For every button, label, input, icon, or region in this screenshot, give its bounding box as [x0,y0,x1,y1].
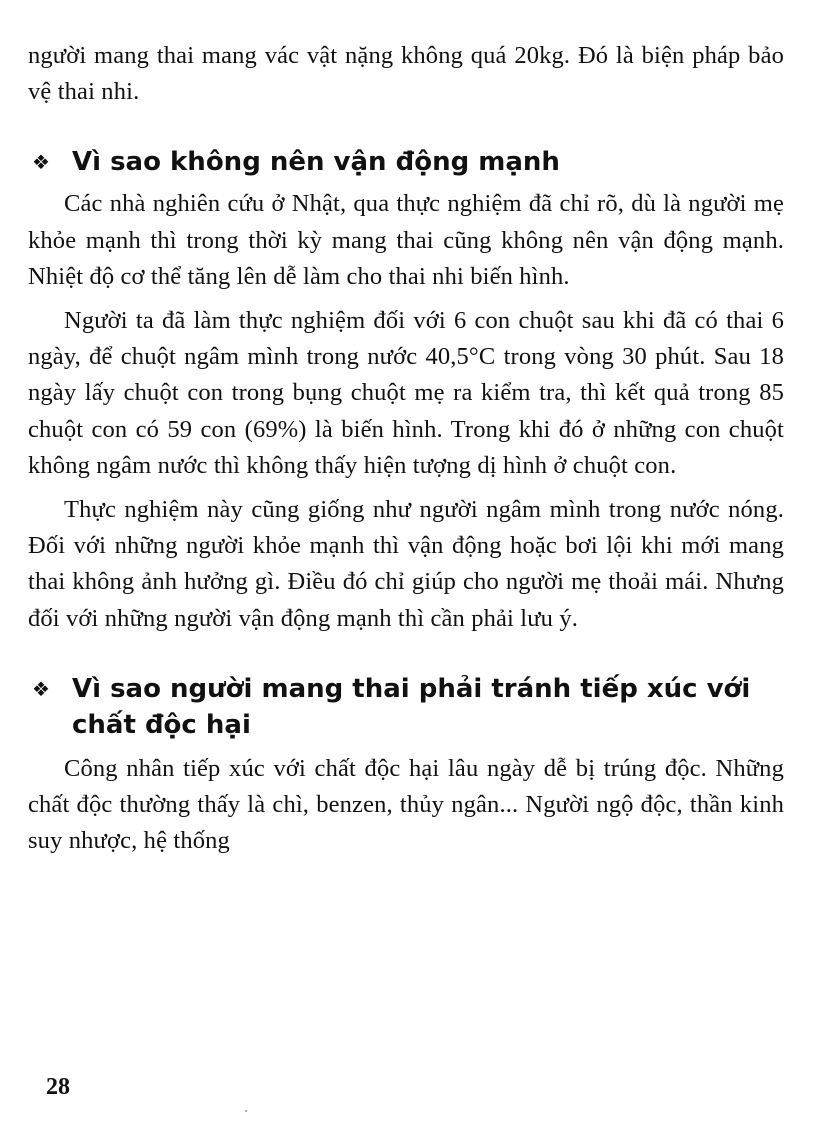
section2-paragraph-1: Công nhân tiếp xúc với chất độc hại lâu ngày dễ bị trúng độc. Những chất độc thường thấy là chì, benzen, thủy ngân... Người ngộ độc, thần kinh suy nhược, hệ thống [28,754,784,855]
scan-speck [245,1110,247,1112]
intro-paragraph: người mang thai mang vác vật nặng không quá 20kg. Đó là biện pháp bảo vệ thai nhi. [28,42,784,106]
section-heading-toxic-substances [28,671,784,743]
section1-paragraph-3: Thực nghiệm này cũng giống như người ngâm mình trong nước nóng. Đối với những người khỏe mạnh thì vận động hoặc bơi lội khi mới mang thai không ảnh hưởng gì. Điều đó chỉ giúp cho người mẹ thoải mái. Nhưng đối với những người vận động mạnh thì cần phải lưu ý. [28,496,784,632]
section1-paragraph-2: Người ta đã làm thực nghiệm đối với 6 con chuột sau khi đã có thai 6 ngày, để chuột ngâm mình trong nước 40,5°C trong vòng 30 phút. Sau 18 ngày lấy chuột con trong bụng chuột mẹ ra kiểm tra, thì kết quả trong 85 chuột con có 59 con (69%) là biến hình. Trong khi đó ở những con chuột không ngâm nước thì không thấy hiện tượng dị hình ở chuột con. [28,307,784,479]
document-page [28,38,784,867]
page-number: 28 [46,1074,70,1100]
diamond-bullet-icon: ❖ [32,676,50,701]
section-heading-text: Vì sao người mang thai phải tránh tiếp xúc với chất độc hại [72,673,751,740]
section-heading-text: Vì sao không nên vận động mạnh [72,147,560,178]
section-heading-vigorous-exercise [28,144,784,180]
section1-paragraph-1: Các nhà nghiên cứu ở Nhật, qua thực nghiệm đã chỉ rõ, dù là người mẹ khỏe mạnh thì trong thời kỳ mang thai cũng không nên vận động mạnh. Nhiệt độ cơ thể tăng lên dễ làm cho thai nhi biến hình. [28,190,784,290]
diamond-bullet-icon: ❖ [32,150,50,175]
